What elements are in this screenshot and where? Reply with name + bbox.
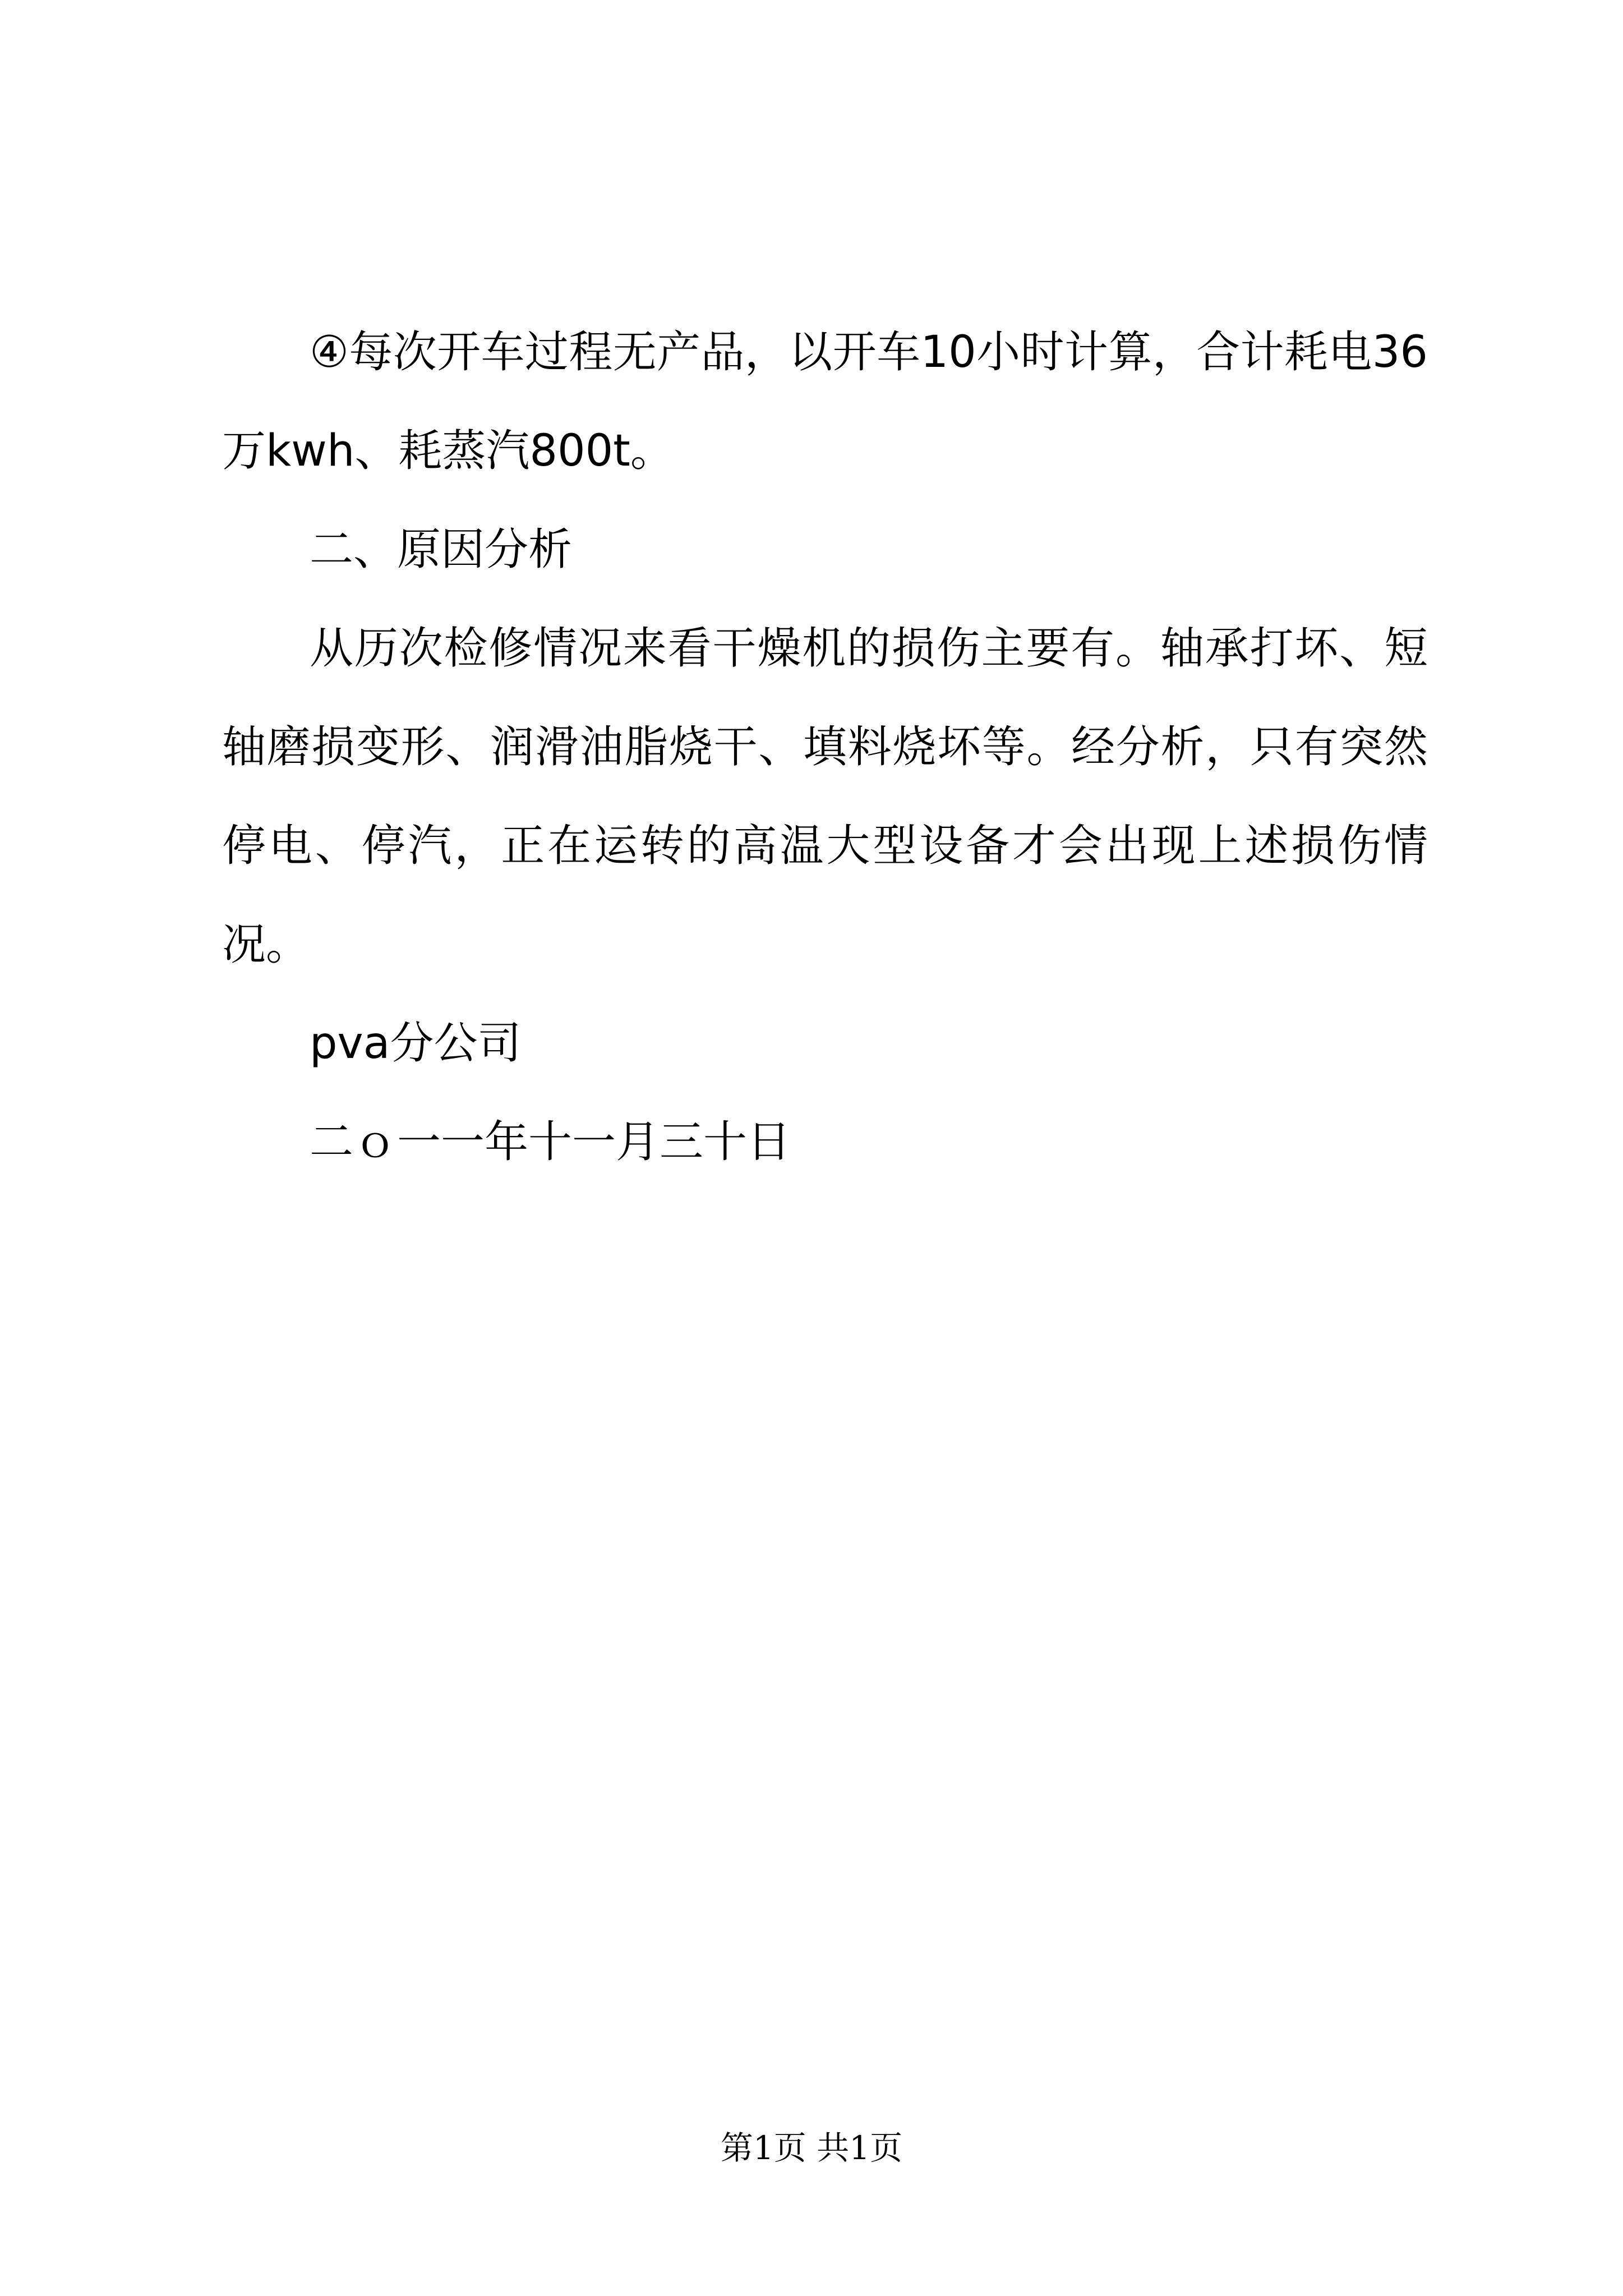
paragraph-energy-consumption: ④每次开车过程无产品，以开车10小时计算，合计耗电36万kwh、耗蒸汽800t。 — [222, 327, 1428, 476]
section-heading-cause-analysis: 二、原因分析 — [310, 524, 573, 575]
signature-date: 二ｏ一一年十一月三十日 — [310, 1117, 791, 1167]
paragraph-damage-analysis: 从历次检修情况来看干燥机的损伤主要有。轴承打坏、短轴磨损变形、润滑油脂烧干、填料烧坏等。经分析，只有突然停电、停汽，正在运转的高温大型设备才会出现上述损伤情况。 — [222, 623, 1428, 970]
document-body — [222, 303, 1428, 1191]
signature-company: pva分公司 — [310, 1018, 522, 1069]
page-footer: 第1页 共1页 — [720, 2129, 903, 2167]
